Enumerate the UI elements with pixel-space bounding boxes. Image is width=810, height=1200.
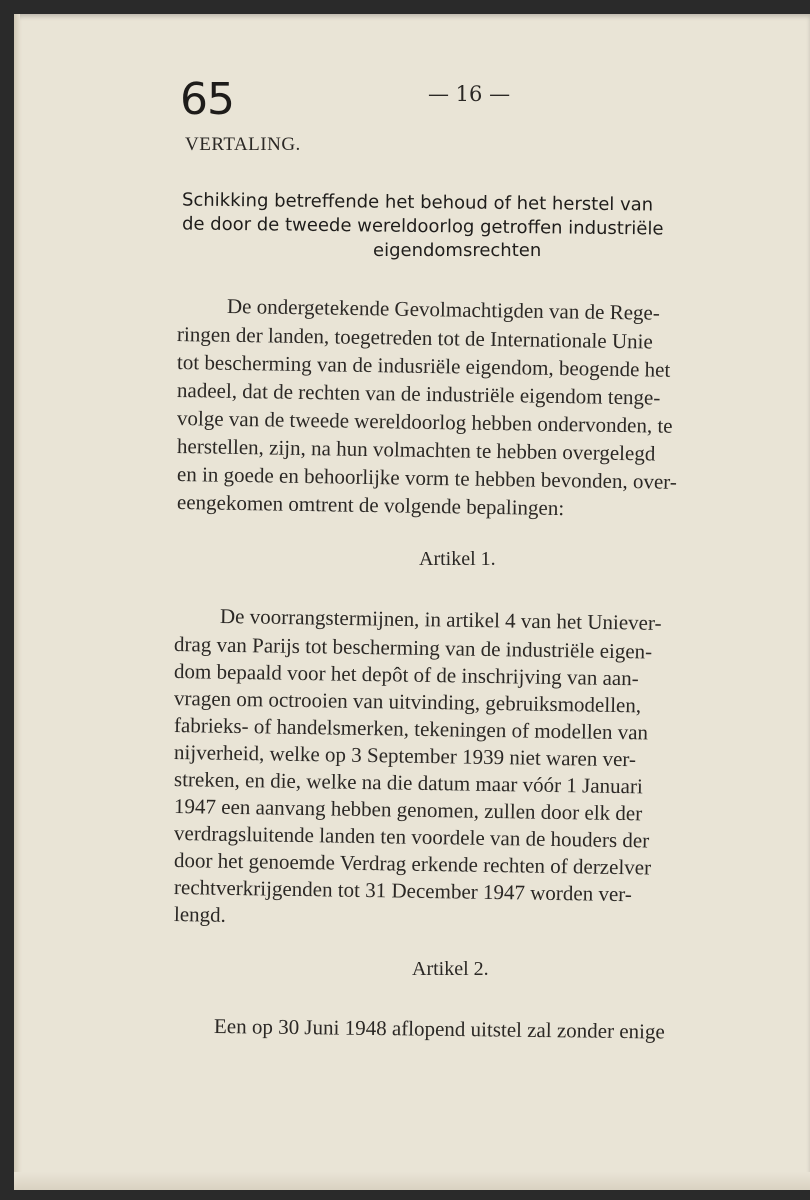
preamble-line: volge van de tweede wereldoorlog hebben ondervonden, te: [176, 406, 673, 438]
article-1-line: verdragsluitende landen ten voordele van de houders der: [173, 821, 650, 853]
article-1-line: door het genoemde Verdrag erkende rechten of derzelver: [173, 848, 652, 880]
preamble-line: eengekomen omtrent de volgende bepalingen:: [176, 490, 565, 521]
page-binding-edge: [14, 14, 20, 1190]
article-1-line: streken, en die, welke na die datum maar vóór 1 Januari: [173, 767, 643, 799]
article-1-line: rechtverkrijgenden tot 31 December 1947 worden ver-: [173, 875, 633, 907]
article-1-line: De voorrangstermijnen, in artikel 4 van het Uniever-: [219, 604, 662, 635]
article-1-title: Artikel 1.: [419, 548, 496, 570]
preamble-line: nadeel, dat de rechten van de industriële eigendom tenge-: [176, 378, 661, 410]
page-number: — 16 —: [428, 82, 511, 106]
article-1-line: vragen om octrooien van uitvinding, gebruiksmodellen,: [173, 686, 642, 718]
document-page: [14, 14, 810, 1190]
preamble-line: De ondergetekende Gevolmachtigden van de Rege-: [226, 294, 661, 325]
heading-line-1: Schikking betreffende het behoud of het herstel van: [181, 189, 654, 216]
preamble-line: en in goede en behoorlijke vorm te hebben bevonden, over-: [176, 462, 678, 494]
preamble-line: herstellen, zijn, na hun volmachten te hebben overgelegd: [176, 434, 656, 466]
article-1-line: lengd.: [173, 902, 227, 927]
page-bottom-edge: [14, 1172, 810, 1190]
heading-line-3: eigendomsrechten: [373, 240, 542, 261]
stamp-number: 65: [180, 74, 234, 125]
preamble-line: ringen der landen, toegetreden tot de Internationale Unie: [176, 322, 653, 354]
article-1-line: 1947 een aanvang hebben genomen, zullen door elk der: [173, 794, 643, 826]
article-1-line: drag van Parijs tot bescherming van de industriële eigen-: [173, 632, 653, 664]
article-1-line: dom bepaald voor het depôt of de inschrijving van aan-: [173, 659, 639, 691]
article-2-title: Artikel 2.: [412, 958, 489, 980]
preamble-line: tot bescherming van de indusriële eigendom, beogende het: [176, 350, 671, 382]
article-1-line: fabrieks- of handelsmerken, tekeningen of modellen van: [173, 713, 649, 745]
heading-line-2: de door de tweede wereldoorlog getroffen industriële: [181, 213, 664, 240]
article-1-line: nijverheid, welke op 3 September 1939 niet waren ver-: [173, 740, 637, 772]
translation-label: VERTALING.: [185, 134, 301, 155]
article-2-line: Een op 30 Juni 1948 aflopend uitstel zal zonder enige: [213, 1014, 665, 1044]
